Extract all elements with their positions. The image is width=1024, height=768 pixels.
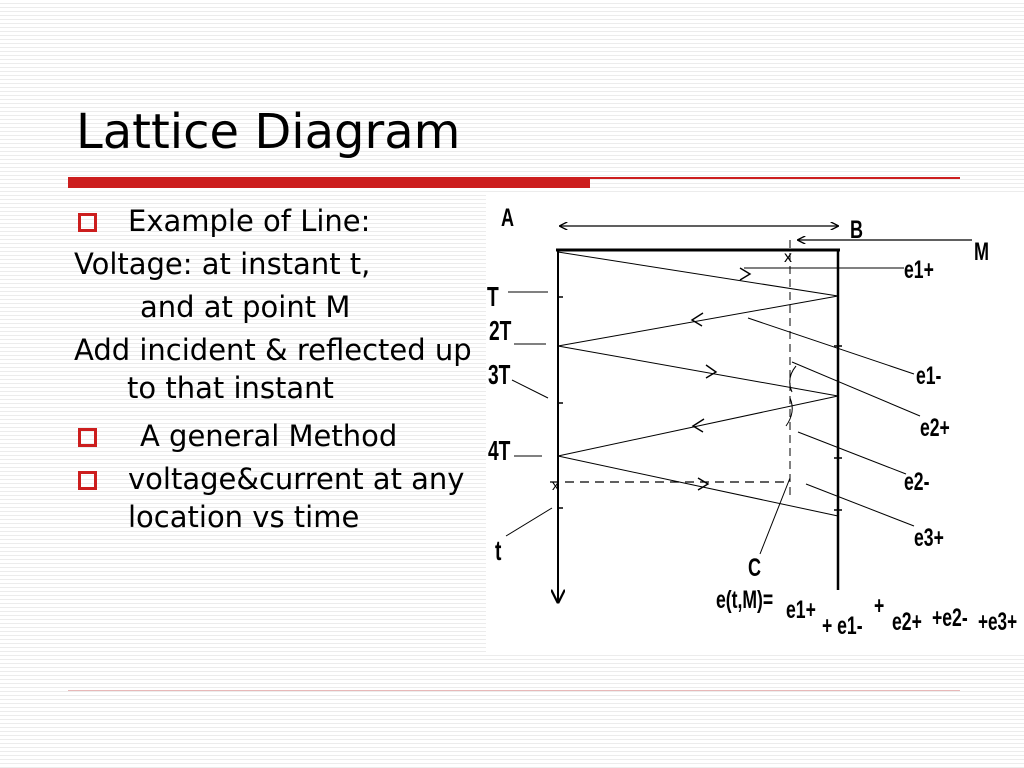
end-b-label: B xyxy=(850,214,864,244)
label-leader xyxy=(748,318,914,374)
direction-arrow xyxy=(706,365,716,378)
wave-label-e1-minus: e1- xyxy=(916,360,942,390)
end-a-label: A xyxy=(501,202,515,232)
equation-term: +e3+ xyxy=(978,606,1018,636)
time-label-3t: 3T xyxy=(488,359,511,391)
wave-path-e3-plus xyxy=(558,456,838,516)
equation-term: + xyxy=(874,590,885,620)
equation-term: e2+ xyxy=(892,606,922,636)
time-label-instant: t xyxy=(495,535,502,567)
wave-label-e3-plus: e3+ xyxy=(914,522,944,552)
label-leader xyxy=(792,362,920,416)
wave-label-e2-plus: e2+ xyxy=(920,412,950,442)
wave-label-e1-plus: e1+ xyxy=(904,254,934,284)
bullet-text: and at point M xyxy=(140,290,351,324)
slide-title: Lattice Diagram xyxy=(76,104,461,160)
label-leader xyxy=(798,432,906,474)
equation-term: + e1- xyxy=(822,610,863,640)
instant-t-x-icon: x xyxy=(552,477,559,493)
curve-mark xyxy=(786,398,792,426)
wave-path-e1-minus xyxy=(558,296,838,346)
label-leader xyxy=(806,484,914,526)
time-label-4t: 4T xyxy=(488,435,511,467)
point-c-label: C xyxy=(747,552,762,582)
wave-label-e2-minus: e2- xyxy=(904,466,930,496)
label-leader xyxy=(512,380,548,398)
equation-lhs: e(t,M)= xyxy=(716,584,774,614)
bullet-text: Example of Line: xyxy=(128,204,371,238)
footer-rule xyxy=(68,690,960,691)
point-m-label: M xyxy=(974,236,990,266)
wave-path-e1-plus xyxy=(558,252,838,296)
point-m-x-icon: x xyxy=(784,249,792,266)
label-leader xyxy=(760,478,790,554)
wave-path-e2-minus xyxy=(558,396,838,456)
time-label-2t: 2T xyxy=(489,315,512,347)
equation-term: e1+ xyxy=(786,594,816,624)
label-leader xyxy=(506,508,552,536)
time-label-t: T xyxy=(487,281,499,313)
bullet-text: Add incident & reflected up to that instant xyxy=(74,333,472,405)
direction-arrow xyxy=(740,268,750,280)
direction-arrow xyxy=(692,313,703,326)
bullet-text: Voltage: at instant t, xyxy=(74,247,371,281)
bullet-text: A general Method xyxy=(140,419,398,453)
wave-path-e2-plus xyxy=(558,346,838,396)
bullet-text: voltage&current at any location vs time xyxy=(128,462,465,534)
equation-term: +e2- xyxy=(932,602,968,632)
